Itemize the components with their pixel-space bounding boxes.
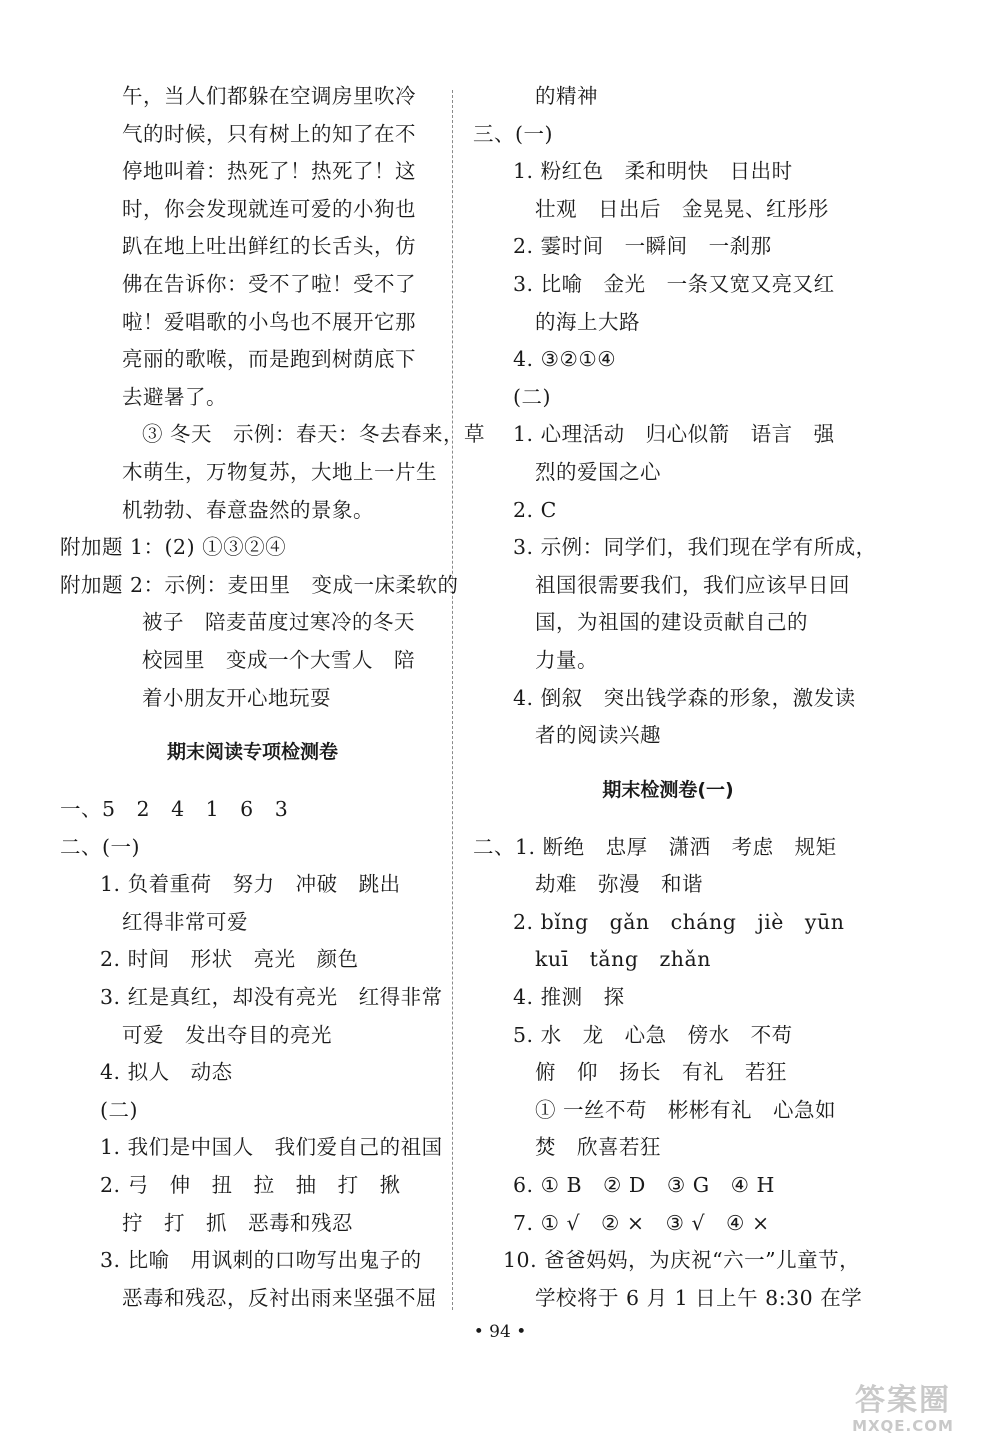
answer-line: 的精神 [535,84,598,108]
answer-line: 一、5 2 4 1 6 3 [60,797,289,822]
answer-line: 4. 拟人 动态 [100,1060,233,1085]
page-number: • 94 • [473,1322,527,1342]
answer-line: kuī tǎng zhǎn [535,947,711,972]
answer-line: 去避暑了。 [122,384,227,409]
answer-line: 烈的爱国之心 [535,459,661,484]
answer-line: 焚 欣喜若狂 [535,1135,661,1160]
answer-line: 附加题 1：(2) ①③②④ [60,535,287,560]
answer-line: 4. 推测 探 [513,985,625,1010]
right-bottom-block [473,829,863,1318]
answer-line: 气的时候，只有树上的知了在不 [122,121,416,146]
left-top-block [60,78,486,717]
right-section-title: 期末检测卷(一) [602,778,734,801]
answer-line: 三、(一) [473,121,553,146]
answer-line: 壮观 日出后 金晃晃、红彤彤 [535,196,829,221]
answer-line: 午，当人们都躲在空调房里吹冷 [122,84,416,108]
answer-line: 2. 时间 形状 亮光 颜色 [100,947,359,972]
answer-line: 附加题 2：示例：麦田里 变成一床柔软的 [60,572,459,597]
answer-line: 恶毒和残忍，反衬出雨来坚强不屈 [122,1285,437,1310]
answer-line: 亮丽的歌喉，而是跑到树荫底下 [122,347,416,372]
answer-line: (二) [100,1097,138,1122]
answer-line: 1. 心理活动 归心似箭 语言 强 [513,422,835,447]
answer-line: 二、(一) [60,834,140,859]
answer-line: 2. C [513,497,557,522]
answer-line: 二、1. 断绝 忠厚 潇洒 考虑 规矩 [473,834,837,859]
answer-line: 2. 霎时间 一瞬间 一刹那 [513,234,772,259]
answer-line: 趴在地上吐出鲜红的长舌头，仿 [122,234,416,259]
right-top-block [473,78,877,755]
watermark-bottom-text: MXQE.COM [852,1417,954,1435]
answer-line: 拧 打 抓 恶毒和残忍 [122,1210,353,1235]
answer-line: 被子 陪麦苗度过寒冷的冬天 [142,610,415,635]
answer-line: 着小朋友开心地玩耍 [142,685,331,710]
answer-line: 4. ③②①④ [513,347,617,372]
answer-line: 3. 红是真红，却没有亮光 红得非常 [100,985,443,1010]
answer-line: 啦！爱唱歌的小鸟也不展开它那 [122,309,416,334]
answer-line: 3. 比喻 金光 一条又宽又亮又红 [513,271,835,296]
answer-line: ③ 冬天 示例：春天：冬去春来，草 [142,422,486,447]
answer-line: 2. 弓 伸 扭 拉 抽 打 揪 [100,1173,401,1198]
watermark-top-text: 答案圈 [855,1383,951,1418]
answer-line: 1. 我们是中国人 我们爱自己的祖国 [100,1135,443,1160]
answer-line: 2. bǐng gǎn cháng jiè yūn [513,909,845,934]
answer-line: 者的阅读兴趣 [535,723,661,748]
answer-line: 佛在告诉你：受不了啦！受不了 [122,271,416,296]
answer-line: 5. 水 龙 心急 傍水 不苟 [513,1022,793,1047]
answer-line: 劫难 弥漫 和谐 [535,872,703,897]
answer-line: 1. 负着重荷 努力 冲破 跳出 [100,872,401,897]
left-column [60,78,486,1317]
answer-line: 10. 爸爸妈妈，为庆祝“六一”儿童节， [503,1248,861,1273]
answer-line: 6. ① B ② D ③ G ④ H [513,1173,775,1198]
answer-line: 红得非常可爱 [122,909,248,934]
left-section-title: 期末阅读专项检测卷 [166,741,338,764]
answer-line: 3. 示例：同学们，我们现在学有所成， [513,535,877,560]
watermark-logo [818,1385,988,1443]
answer-line: (二) [513,384,551,409]
answer-line: 3. 比喻 用讽刺的口吻写出鬼子的 [100,1248,422,1273]
answer-line: 7. ① √ ② × ③ √ ④ × [513,1210,770,1235]
answer-line: 可爱 发出夺目的亮光 [122,1022,332,1047]
answer-line: 祖国很需要我们，我们应该早日回 [535,572,850,597]
answer-line: 俯 仰 扬长 有礼 若狂 [535,1060,787,1085]
answer-line: 校园里 变成一个大雪人 陪 [142,647,415,672]
answer-line: 木萌生，万物复苏，大地上一片生 [122,459,437,484]
answer-line: 4. 倒叙 突出钱学森的形象，激发读 [513,685,856,710]
answer-line: 学校将于 6 月 1 日上午 8:30 在学 [535,1285,863,1310]
answer-line: 1. 粉红色 柔和明快 日出时 [513,159,793,184]
column-divider [452,90,453,1310]
right-column [473,78,877,1317]
answer-line: ① 一丝不苟 彬彬有礼 心急如 [535,1097,837,1122]
left-bottom-block [60,791,445,1317]
answer-line: 力量。 [535,647,598,672]
answer-line: 机勃勃、春意盎然的景象。 [122,497,374,522]
answer-line: 停地叫着：热死了！热死了！这 [122,159,416,184]
answer-line: 时，你会发现就连可爱的小狗也 [122,196,416,221]
answer-line: 国，为祖国的建设贡献自己的 [535,610,808,635]
answer-line: 的海上大路 [535,309,640,334]
